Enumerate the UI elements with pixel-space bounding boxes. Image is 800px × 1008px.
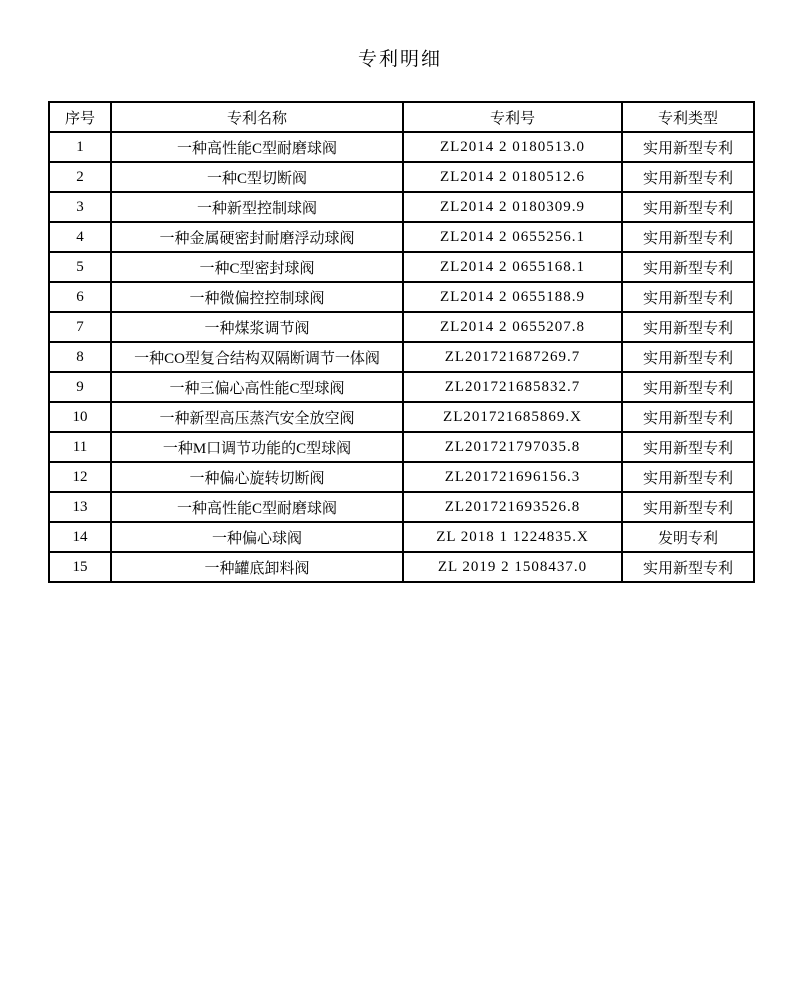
- table-header-row: [49, 102, 754, 132]
- cell-patent-number: ZL2014 2 0180513.0: [403, 132, 622, 162]
- table-row: [49, 312, 754, 342]
- page-title: 专利明细: [357, 49, 442, 70]
- cell-patent-number: ZL201721685869.X: [403, 402, 622, 432]
- cell-patent-number: ZL201721687269.7: [403, 342, 622, 372]
- cell-patent-type: 发明专利: [622, 522, 754, 552]
- cell-patent-name: 一种偏心球阀: [111, 522, 403, 552]
- table-row: [49, 462, 754, 492]
- cell-patent-name: 一种罐底卸料阀: [111, 552, 403, 582]
- cell-patent-number: ZL2014 2 0655168.1: [403, 252, 622, 282]
- cell-patent-type: 实用新型专利: [622, 252, 754, 282]
- table-row: [49, 522, 754, 552]
- cell-serial: 3: [49, 192, 111, 222]
- cell-serial: 5: [49, 252, 111, 282]
- cell-patent-type: 实用新型专利: [622, 282, 754, 312]
- cell-patent-name: 一种三偏心高性能C型球阀: [111, 372, 403, 402]
- cell-serial: 13: [49, 492, 111, 522]
- cell-patent-number: ZL201721797035.8: [403, 432, 622, 462]
- cell-patent-type: 实用新型专利: [622, 342, 754, 372]
- table-row: [49, 252, 754, 282]
- cell-patent-number: ZL2014 2 0655207.8: [403, 312, 622, 342]
- cell-serial: 6: [49, 282, 111, 312]
- table-row: [49, 492, 754, 522]
- cell-patent-name: 一种微偏控控制球阀: [111, 282, 403, 312]
- cell-serial: 11: [49, 432, 111, 462]
- cell-patent-number: ZL 2018 1 1224835.X: [403, 522, 622, 552]
- cell-patent-name: 一种高性能C型耐磨球阀: [111, 492, 403, 522]
- patent-table: [48, 101, 755, 583]
- col-header-index: 序号: [49, 102, 111, 132]
- cell-serial: 14: [49, 522, 111, 552]
- cell-patent-name: 一种煤浆调节阀: [111, 312, 403, 342]
- cell-patent-type: 实用新型专利: [622, 462, 754, 492]
- cell-patent-number: ZL2014 2 0655256.1: [403, 222, 622, 252]
- cell-serial: 9: [49, 372, 111, 402]
- cell-serial: 8: [49, 342, 111, 372]
- cell-patent-type: 实用新型专利: [622, 162, 754, 192]
- table-row: [49, 372, 754, 402]
- cell-patent-number: ZL2014 2 0180512.6: [403, 162, 622, 192]
- table-row: [49, 402, 754, 432]
- table-row: [49, 162, 754, 192]
- cell-patent-name: 一种新型控制球阀: [111, 192, 403, 222]
- table-row: [49, 342, 754, 372]
- col-header-number: 专利号: [403, 102, 622, 132]
- cell-serial: 10: [49, 402, 111, 432]
- cell-patent-name: 一种金属硬密封耐磨浮动球阀: [111, 222, 403, 252]
- cell-serial: 4: [49, 222, 111, 252]
- table-body: [49, 132, 754, 582]
- cell-patent-type: 实用新型专利: [622, 132, 754, 162]
- cell-serial: 7: [49, 312, 111, 342]
- cell-patent-name: 一种C型切断阀: [111, 162, 403, 192]
- table-row: [49, 552, 754, 582]
- cell-patent-type: 实用新型专利: [622, 432, 754, 462]
- table-row: [49, 222, 754, 252]
- cell-patent-type: 实用新型专利: [622, 312, 754, 342]
- cell-patent-name: 一种偏心旋转切断阀: [111, 462, 403, 492]
- cell-serial: 15: [49, 552, 111, 582]
- table-row: [49, 132, 754, 162]
- table-row: [49, 282, 754, 312]
- cell-patent-type: 实用新型专利: [622, 372, 754, 402]
- cell-patent-number: ZL201721693526.8: [403, 492, 622, 522]
- cell-patent-number: ZL201721685832.7: [403, 372, 622, 402]
- cell-patent-name: 一种CO型复合结构双隔断调节一体阀: [111, 342, 403, 372]
- cell-patent-name: 一种M口调节功能的C型球阀: [111, 432, 403, 462]
- cell-patent-name: 一种新型高压蒸汽安全放空阀: [111, 402, 403, 432]
- table-row: [49, 432, 754, 462]
- cell-patent-type: 实用新型专利: [622, 492, 754, 522]
- cell-patent-type: 实用新型专利: [622, 192, 754, 222]
- cell-patent-number: ZL2014 2 0180309.9: [403, 192, 622, 222]
- cell-patent-name: 一种高性能C型耐磨球阀: [111, 132, 403, 162]
- cell-serial: 1: [49, 132, 111, 162]
- col-header-type: 专利类型: [622, 102, 754, 132]
- cell-patent-number: ZL201721696156.3: [403, 462, 622, 492]
- cell-serial: 12: [49, 462, 111, 492]
- cell-patent-name: 一种C型密封球阀: [111, 252, 403, 282]
- cell-patent-type: 实用新型专利: [622, 552, 754, 582]
- col-header-name: 专利名称: [111, 102, 403, 132]
- cell-serial: 2: [49, 162, 111, 192]
- cell-patent-type: 实用新型专利: [622, 402, 754, 432]
- cell-patent-type: 实用新型专利: [622, 222, 754, 252]
- cell-patent-number: ZL2014 2 0655188.9: [403, 282, 622, 312]
- table-row: [49, 192, 754, 222]
- cell-patent-number: ZL 2019 2 1508437.0: [403, 552, 622, 582]
